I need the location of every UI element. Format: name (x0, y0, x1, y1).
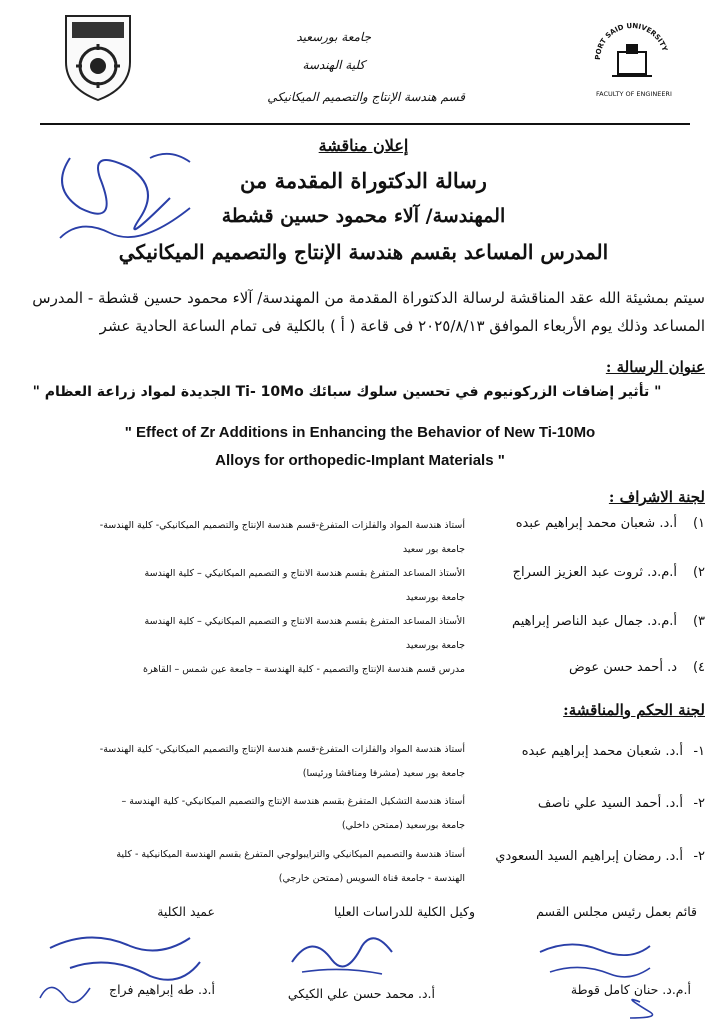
handwritten-signature-vice-dean (282, 922, 402, 982)
supervisor-desc: أستاذ هندسة المواد والفلزات المتفرغ-قسم هندسة الإنتاج والتصميم الميكانيكي- كلية الهندسة- (99, 520, 465, 531)
supervisor-name: د. أحمد حسن عوض (568, 660, 677, 675)
examiner-name: أ.د. رمضان إبراهيم السيد السعودي (495, 849, 683, 864)
signature-left-name: أ.د. طه إبراهيم فراج (109, 982, 215, 997)
supervisor-name: أ.د. شعبان محمد إبراهيم عبده (515, 516, 677, 531)
examiner-name: أ.د. شعبان محمد إبراهيم عبده (521, 744, 683, 759)
header-university: جامعة بورسعيد (296, 30, 371, 44)
examiner-number: ١- (693, 744, 705, 759)
logo-text: PORT SAID UNIVERSITY (593, 21, 669, 61)
supervisor-number: ٢) (692, 565, 705, 580)
announcement-line1: رسالة الدكتوراة المقدمة من (240, 168, 487, 193)
thesis-label: عنوان الرسالة : (605, 358, 705, 376)
examiner-desc-2: الهندسة - جامعة قناة السويس (ممتحن خارجي) (278, 873, 465, 884)
header-divider (40, 123, 690, 125)
header-department: قسم هندسة الإنتاج والتصميم الميكانيكي (267, 90, 465, 104)
signature-middle-name: أ.د. محمد حسن علي الكيكي (287, 986, 435, 1001)
body-line2: المساعد وذلك يوم الأربعاء الموافق ٢٠٢٥/٨/١٣ فى قاعة ( أ ) بالكلية فى تمام الساعة الحادية عشر (99, 317, 705, 335)
examination-label: لجنة الحكم والمناقشة: (563, 701, 705, 719)
supervision-label: لجنة الاشراف : (608, 488, 705, 506)
examiner-desc: أستاذ هندسة التشكيل المتفرغ بقسم هندسة الإنتاج والتصميم الميكانيكي- كلية الهندسة – (121, 796, 465, 807)
header-faculty: كلية الهندسة (302, 58, 365, 72)
announcement-line3: المدرس المساعد بقسم هندسة الإنتاج والتصميم الميكانيكي (118, 240, 609, 264)
supervisor-desc: الأستاذ المساعد المتفرغ بقسم هندسة الانتاج و التصميم الميكانيكي – كلية الهندسة (144, 616, 465, 627)
signature-middle-title: وكيل الكلية للدراسات العليا (333, 904, 475, 919)
signature-right-name: أ.م.د. حنان كامل قوطة (570, 982, 691, 997)
supervisor-desc: الأستاذ المساعد المتفرغ بقسم هندسة الانتاج و التصميم الميكانيكي – كلية الهندسة (144, 568, 465, 579)
thesis-title-en-2: Alloys for orthopedic-Implant Materials " (215, 452, 505, 469)
supervisor-desc: مدرس قسم هندسة الإنتاج والتصميم - كلية الهندسة – جامعة عين شمس – القاهرة (143, 664, 465, 675)
examiner-name: أ.د. أحمد السيد علي ناصف (537, 796, 683, 811)
announcement-heading: إعلان مناقشة (318, 136, 409, 155)
supervisor-name: أ.م.د. جمال عبد الناصر إبراهيم (512, 614, 677, 629)
svg-text:PORT SAID UNIVERSITY (594, 22, 669, 60)
supervisor-number: ٣) (692, 614, 705, 629)
examiner-desc-2: جامعة بورسعيد (ممتحن داخلي) (341, 820, 465, 831)
body-line1: سيتم بمشيئة الله عقد المناقشة لرسالة الدكتوراة المقدمة من المهندسة/ آلاء محمود حسين قشطة - المدرس (32, 289, 705, 307)
examiner-desc-2: جامعة بور سعيد (مشرفا ومناقشا ورئيسا) (302, 768, 465, 779)
supervisor-number: ٤) (692, 660, 705, 675)
handwritten-signature-head (520, 932, 670, 1022)
thesis-title-ar: " تأثير إضافات الزركونيوم في تحسين سلوك سبائك Ti- 10Mo الجديدة لمواد زراعة العظام " (32, 384, 662, 400)
signature-left-title: عميد الكلية (157, 904, 215, 919)
left-logo (62, 12, 134, 102)
examiner-desc: أستاذ هندسة والتصميم الميكانيكي والترايبولوجي المتفرغ بقسم الهندسة الميكانيكية - كلية (116, 849, 465, 860)
supervisor-number: ١) (692, 516, 705, 531)
port-said-logo (592, 16, 672, 106)
handwritten-signature-dean (30, 918, 210, 1018)
examiner-desc: أستاذ هندسة المواد والفلزات المتفرغ-قسم هندسة الإنتاج والتصميم الميكانيكي- كلية الهندسة- (99, 744, 465, 755)
examiner-number: ٢- (693, 796, 705, 811)
signature-right-title: قائم بعمل رئيس مجلس القسم (536, 904, 697, 919)
logo-subtext: FACULTY OF ENGINEERI (596, 90, 672, 98)
handwritten-signature-top (40, 128, 210, 268)
supervisor-name: أ.م.د. ثروت عبد العزيز السراج (512, 565, 677, 580)
thesis-title-en-1: " Effect of Zr Additions in Enhancing the Behavior of New Ti-10Mo (124, 424, 596, 441)
supervisor-desc-2: جامعة بورسعيد (405, 592, 465, 603)
supervisor-desc-2: جامعة بور سعيد (402, 544, 465, 555)
supervisor-desc-2: جامعة بورسعيد (405, 640, 465, 651)
announcement-line2: المهندسة/ آلاء محمود حسين قشطة (221, 205, 506, 227)
examiner-number: ٢- (693, 849, 705, 864)
